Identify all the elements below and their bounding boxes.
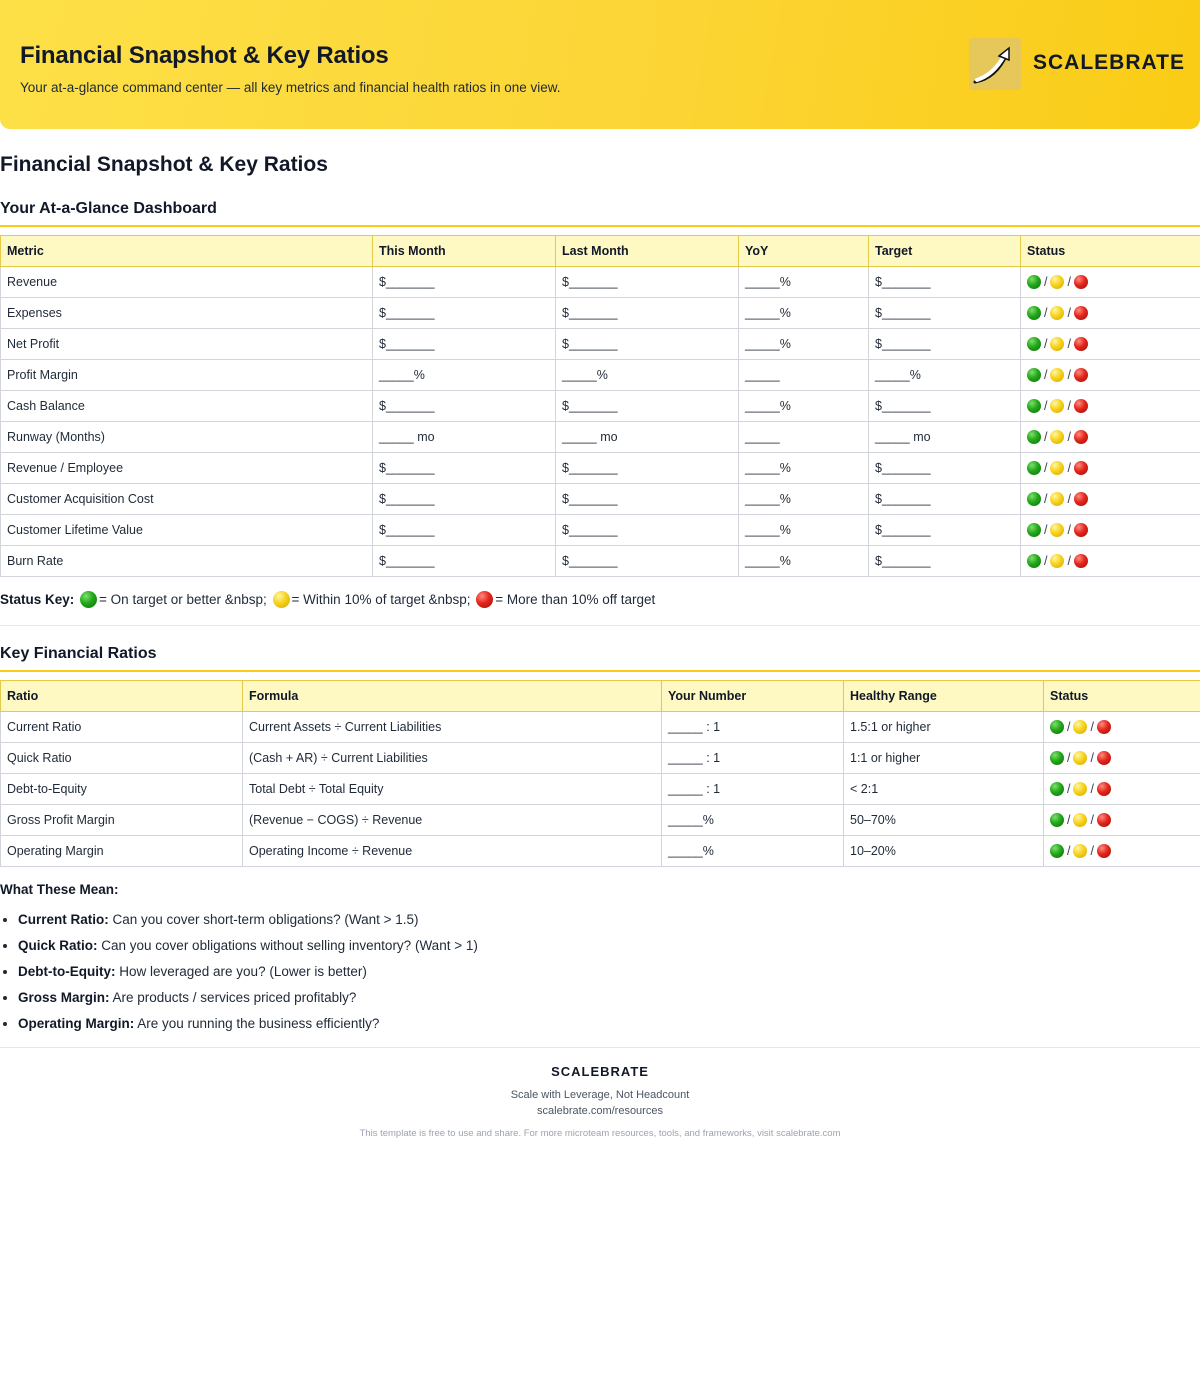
status-cell[interactable]	[1021, 298, 1200, 329]
column-header: Your Number	[662, 681, 844, 712]
row-label: Net Profit	[1, 329, 373, 360]
row-label: Customer Lifetime Value	[1, 515, 373, 546]
table-cell[interactable]: $_______	[869, 484, 1021, 515]
row-label: Profit Margin	[1, 360, 373, 391]
status-cell[interactable]	[1021, 546, 1200, 577]
status-separator: /	[1044, 368, 1048, 382]
row-label: Burn Rate	[1, 546, 373, 577]
red-status-icon	[1097, 751, 1111, 765]
status-key-red: = More than 10% off target	[495, 592, 656, 607]
table-cell[interactable]: $_______	[373, 515, 556, 546]
green-status-icon	[1027, 368, 1041, 382]
meaning-term: Quick Ratio:	[18, 938, 98, 953]
meanings-list	[18, 911, 478, 1041]
table-cell[interactable]: $_______	[869, 391, 1021, 422]
table-row	[1, 836, 1200, 867]
table-cell[interactable]: _____ mo	[373, 422, 556, 453]
status-separator: /	[1044, 523, 1048, 537]
status-separator: /	[1044, 337, 1048, 351]
table-cell[interactable]: $_______	[373, 329, 556, 360]
status-separator: /	[1067, 844, 1071, 858]
status-cell[interactable]	[1044, 805, 1200, 836]
status-separator: /	[1090, 720, 1094, 734]
header-subtitle: Your at-a-glance command center — all key metrics and financial health ratios in one view.	[20, 80, 561, 95]
meaning-text: Can you cover obligations without selling inventory? (Want > 1)	[97, 938, 478, 953]
status-key-yellow: = Within 10% of target &nbsp;	[291, 592, 471, 607]
status-cell[interactable]	[1044, 774, 1200, 805]
table-cell[interactable]: $_______	[869, 267, 1021, 298]
red-status-icon	[1074, 368, 1088, 382]
red-status-icon	[1074, 523, 1088, 537]
column-header: Formula	[243, 681, 662, 712]
status-separator: /	[1067, 337, 1071, 351]
status-separator: /	[1067, 751, 1071, 765]
status-separator: /	[1067, 720, 1071, 734]
status-separator: /	[1044, 430, 1048, 444]
row-label: Revenue	[1, 267, 373, 298]
green-status-icon	[1027, 275, 1041, 289]
table-cell[interactable]: Operating Income ÷ Revenue	[243, 836, 662, 867]
table-row	[1, 422, 1200, 453]
status-separator: /	[1090, 782, 1094, 796]
row-label: Cash Balance	[1, 391, 373, 422]
status-cell[interactable]	[1044, 743, 1200, 774]
green-status-icon	[1027, 306, 1041, 320]
table-cell[interactable]: _____	[739, 422, 869, 453]
status-cell[interactable]	[1021, 422, 1200, 453]
row-label: Debt-to-Equity	[1, 774, 243, 805]
table-cell[interactable]: < 2:1	[844, 774, 1044, 805]
status-separator: /	[1067, 813, 1071, 827]
table-cell[interactable]: $_______	[869, 329, 1021, 360]
red-status-icon	[1097, 720, 1111, 734]
status-cell[interactable]	[1021, 360, 1200, 391]
table-cell[interactable]: _____	[739, 360, 869, 391]
column-header: Target	[869, 236, 1021, 267]
list-item	[18, 937, 478, 963]
status-separator: /	[1067, 368, 1071, 382]
green-status-icon	[1027, 399, 1041, 413]
meaning-text: Can you cover short-term obligations? (Want > 1.5)	[108, 912, 419, 927]
table-header-row	[1, 236, 1200, 267]
status-cell[interactable]	[1021, 391, 1200, 422]
list-item	[18, 963, 478, 989]
status-separator: /	[1090, 751, 1094, 765]
table-cell[interactable]: $_______	[556, 484, 739, 515]
table-cell[interactable]: Total Debt ÷ Total Equity	[243, 774, 662, 805]
status-separator: /	[1067, 430, 1071, 444]
row-label: Quick Ratio	[1, 743, 243, 774]
red-status-icon	[1074, 492, 1088, 506]
status-separator: /	[1067, 275, 1071, 289]
table-cell[interactable]: $_______	[556, 267, 739, 298]
green-status-icon	[1027, 492, 1041, 506]
table-cell[interactable]: _____ : 1	[662, 712, 844, 743]
list-item	[18, 989, 478, 1015]
table-cell[interactable]: $_______	[373, 546, 556, 577]
dashboard-table	[0, 235, 1200, 577]
column-header: Last Month	[556, 236, 739, 267]
table-cell[interactable]: _____%	[662, 836, 844, 867]
column-header: Healthy Range	[844, 681, 1044, 712]
table-header-row	[1, 681, 1200, 712]
table-cell[interactable]: _____%	[739, 546, 869, 577]
yellow-status-icon	[1050, 492, 1064, 506]
table-cell[interactable]: _____%	[556, 360, 739, 391]
table-cell[interactable]: $_______	[373, 453, 556, 484]
yellow-status-icon	[273, 591, 290, 608]
header-title: Financial Snapshot & Key Ratios	[20, 42, 389, 69]
footer-tagline: Scale with Leverage, Not Headcount	[510, 1089, 690, 1101]
table-row	[1, 298, 1200, 329]
header-banner	[0, 0, 1200, 129]
row-label: Revenue / Employee	[1, 453, 373, 484]
yellow-status-icon	[1050, 306, 1064, 320]
meaning-term: Debt-to-Equity:	[18, 964, 116, 979]
table-cell[interactable]: $_______	[869, 453, 1021, 484]
table-row	[1, 453, 1200, 484]
table-cell[interactable]: $_______	[869, 515, 1021, 546]
table-cell[interactable]: Current Assets ÷ Current Liabilities	[243, 712, 662, 743]
red-status-icon	[1097, 782, 1111, 796]
table-cell[interactable]: 1.5:1 or higher	[844, 712, 1044, 743]
meaning-text: How leveraged are you? (Lower is better)	[115, 964, 367, 979]
column-header: YoY	[739, 236, 869, 267]
table-row	[1, 546, 1200, 577]
table-cell[interactable]: 1:1 or higher	[844, 743, 1044, 774]
status-separator: /	[1067, 554, 1071, 568]
footer-url[interactable]: scalebrate.com/resources	[537, 1105, 663, 1117]
table-cell[interactable]: _____%	[739, 329, 869, 360]
yellow-status-icon	[1073, 813, 1087, 827]
section-rule	[0, 225, 1200, 227]
table-row	[1, 774, 1200, 805]
status-separator: /	[1067, 399, 1071, 413]
status-separator: /	[1044, 399, 1048, 413]
green-status-icon	[1027, 554, 1041, 568]
table-cell[interactable]: _____%	[739, 267, 869, 298]
table-cell[interactable]: 10–20%	[844, 836, 1044, 867]
row-label: Current Ratio	[1, 712, 243, 743]
status-cell[interactable]	[1044, 836, 1200, 867]
green-status-icon	[1050, 782, 1064, 796]
green-status-icon	[1027, 523, 1041, 537]
green-status-icon	[1050, 844, 1064, 858]
status-separator: /	[1044, 554, 1048, 568]
status-cell[interactable]	[1021, 515, 1200, 546]
column-header: Status	[1044, 681, 1200, 712]
red-status-icon	[1074, 399, 1088, 413]
red-status-icon	[1074, 461, 1088, 475]
table-cell[interactable]: $_______	[556, 515, 739, 546]
red-status-icon	[1074, 275, 1088, 289]
table-cell[interactable]: _____ mo	[869, 422, 1021, 453]
yellow-status-icon	[1050, 430, 1064, 444]
red-status-icon	[1074, 306, 1088, 320]
yellow-status-icon	[1073, 720, 1087, 734]
table-row	[1, 329, 1200, 360]
red-status-icon	[1097, 844, 1111, 858]
status-separator: /	[1044, 275, 1048, 289]
meaning-term: Gross Margin:	[18, 990, 110, 1005]
table-cell[interactable]: _____%	[373, 360, 556, 391]
table-cell[interactable]: $_______	[556, 546, 739, 577]
status-separator: /	[1044, 492, 1048, 506]
meaning-text: Are products / services priced profitably?	[109, 990, 357, 1005]
meaning-text: Are you running the business efficiently?	[134, 1016, 380, 1031]
footer-brand: SCALEBRATE	[551, 1064, 649, 1079]
table-cell[interactable]: _____%	[739, 298, 869, 329]
table-cell[interactable]: $_______	[373, 391, 556, 422]
table-cell[interactable]: _____%	[869, 360, 1021, 391]
status-key	[0, 591, 655, 608]
status-separator: /	[1067, 523, 1071, 537]
table-cell[interactable]: (Cash + AR) ÷ Current Liabilities	[243, 743, 662, 774]
status-separator: /	[1090, 844, 1094, 858]
red-status-icon	[1074, 430, 1088, 444]
table-cell[interactable]: _____%	[739, 391, 869, 422]
row-label: Operating Margin	[1, 836, 243, 867]
table-cell[interactable]: _____ mo	[556, 422, 739, 453]
divider	[0, 625, 1200, 626]
red-status-icon	[1097, 813, 1111, 827]
green-status-icon	[1027, 461, 1041, 475]
green-status-icon	[1050, 751, 1064, 765]
status-cell[interactable]	[1021, 453, 1200, 484]
table-cell[interactable]: _____%	[739, 515, 869, 546]
yellow-status-icon	[1073, 751, 1087, 765]
list-item	[18, 911, 478, 937]
status-separator: /	[1067, 782, 1071, 796]
yellow-status-icon	[1050, 523, 1064, 537]
table-cell[interactable]: _____ : 1	[662, 743, 844, 774]
table-row	[1, 805, 1200, 836]
status-separator: /	[1044, 461, 1048, 475]
yellow-status-icon	[1050, 461, 1064, 475]
yellow-status-icon	[1050, 337, 1064, 351]
table-cell[interactable]: $_______	[869, 546, 1021, 577]
status-key-label: Status Key:	[0, 592, 75, 607]
brand-logo-text: SCALEBRATE	[1033, 51, 1185, 74]
row-label: Gross Profit Margin	[1, 805, 243, 836]
table-cell[interactable]: (Revenue − COGS) ÷ Revenue	[243, 805, 662, 836]
table-cell[interactable]: $_______	[373, 484, 556, 515]
table-cell[interactable]: $_______	[556, 329, 739, 360]
ratios-heading: Key Financial Ratios	[0, 645, 157, 662]
table-cell[interactable]: $_______	[373, 298, 556, 329]
status-cell[interactable]	[1044, 712, 1200, 743]
column-header: Metric	[1, 236, 373, 267]
column-header: This Month	[373, 236, 556, 267]
yellow-status-icon	[1050, 368, 1064, 382]
divider	[0, 1047, 1200, 1048]
ratios-table	[0, 680, 1200, 867]
table-cell[interactable]: _____%	[739, 484, 869, 515]
red-status-icon	[1074, 554, 1088, 568]
yellow-status-icon	[1073, 844, 1087, 858]
meaning-term: Current Ratio:	[18, 912, 109, 927]
yellow-status-icon	[1050, 399, 1064, 413]
section-rule	[0, 670, 1200, 672]
table-cell[interactable]: 50–70%	[844, 805, 1044, 836]
table-row	[1, 484, 1200, 515]
table-row	[1, 743, 1200, 774]
dashboard-heading: Your At-a-Glance Dashboard	[0, 200, 217, 217]
yellow-status-icon	[1073, 782, 1087, 796]
rising-arrow-icon	[969, 38, 1021, 90]
table-cell[interactable]: $_______	[556, 391, 739, 422]
yellow-status-icon	[1050, 275, 1064, 289]
status-cell[interactable]	[1021, 267, 1200, 298]
footer-note: This template is free to use and share. For more microteam resources, tools, and frameworks, visit scalebrate.com	[359, 1128, 841, 1139]
status-separator: /	[1044, 306, 1048, 320]
green-status-icon	[1027, 337, 1041, 351]
table-cell[interactable]: _____%	[739, 453, 869, 484]
table-cell[interactable]: $_______	[556, 453, 739, 484]
status-separator: /	[1067, 306, 1071, 320]
list-item	[18, 1015, 478, 1041]
column-header: Status	[1021, 236, 1200, 267]
table-row	[1, 712, 1200, 743]
table-cell[interactable]: _____ : 1	[662, 774, 844, 805]
row-label: Customer Acquisition Cost	[1, 484, 373, 515]
status-cell[interactable]	[1021, 329, 1200, 360]
table-row	[1, 360, 1200, 391]
status-key-green: = On target or better &nbsp;	[99, 592, 267, 607]
column-header: Ratio	[1, 681, 243, 712]
status-separator: /	[1090, 813, 1094, 827]
status-separator: /	[1067, 461, 1071, 475]
table-cell[interactable]: _____%	[662, 805, 844, 836]
table-cell[interactable]: $_______	[556, 298, 739, 329]
row-label: Runway (Months)	[1, 422, 373, 453]
table-row	[1, 391, 1200, 422]
row-label: Expenses	[1, 298, 373, 329]
green-status-icon	[1050, 720, 1064, 734]
green-status-icon	[1027, 430, 1041, 444]
meanings-title: What These Mean:	[0, 882, 119, 897]
page-title: Financial Snapshot & Key Ratios	[0, 153, 328, 176]
table-cell[interactable]: $_______	[869, 298, 1021, 329]
meaning-term: Operating Margin:	[18, 1016, 135, 1031]
green-status-icon	[1050, 813, 1064, 827]
status-cell[interactable]	[1021, 484, 1200, 515]
red-status-icon	[1074, 337, 1088, 351]
table-cell[interactable]: $_______	[373, 267, 556, 298]
red-status-icon	[476, 591, 493, 608]
table-row	[1, 515, 1200, 546]
green-status-icon	[80, 591, 97, 608]
yellow-status-icon	[1050, 554, 1064, 568]
table-row	[1, 267, 1200, 298]
status-separator: /	[1067, 492, 1071, 506]
